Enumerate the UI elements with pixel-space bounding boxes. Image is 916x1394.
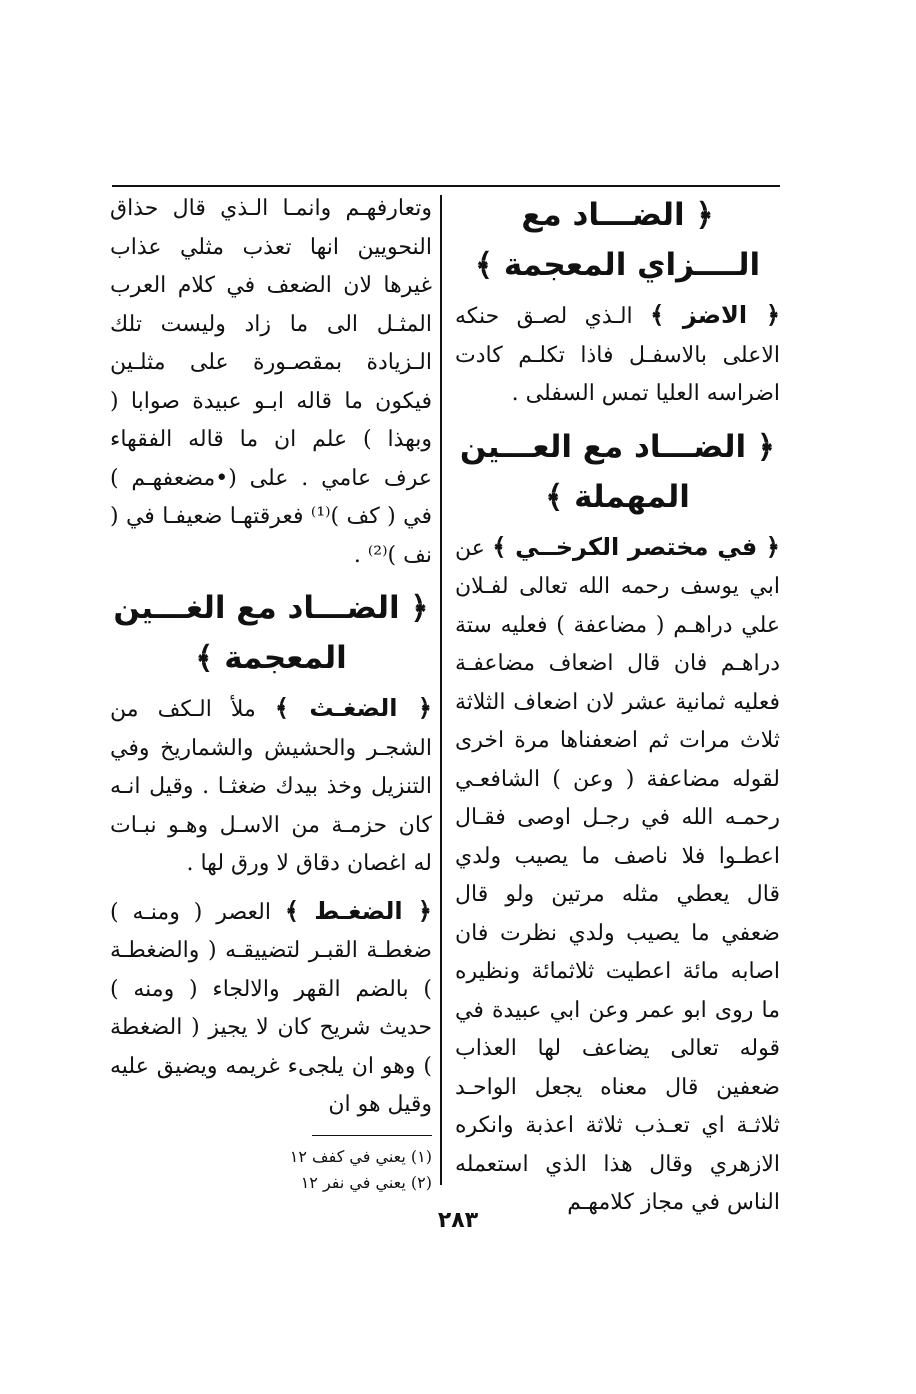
footnote-1: (١) يعني في كفف ١٢ (289, 1146, 432, 1166)
continuation-paragraph: وتعارفهـم وانمـا الـذي قال حذاق النحويين انها تعذب مثلي عذاب غيرها لان الضعف في كلام العرب المثـل الى ما زاد وليست تلك الـزيادة بمقصـورة على مثلـين فيكون ما قاله ابـو عبيدة صوابا ( وبهذا ) علم ان ما قاله الفقهاء عرف عامي . على (•مضعفهـم ) في ( كف )⁽¹⁾ فعرقتهـا ضعيفـا في ( نف )⁽²⁾ . (110, 196, 432, 568)
entry-al-adaz (455, 296, 780, 414)
footnote-2: (٢) يعني في نفر ١٢ (300, 1172, 432, 1192)
left-column (110, 190, 432, 1196)
headword-al-daghth: ﴿ الضغـث ﴾ (274, 694, 432, 722)
entry-al-adaz-text: الـذي لصـق حنكه الاعلى بالاسفـل فاذا تكلـم كادت اضراسه العليا تمس السفلى . (455, 304, 780, 406)
section-heading-dad-ayn: ﴿ الضـــاد مع العـــين المهملة ﴾ (459, 428, 776, 515)
header-rule (112, 185, 780, 187)
entry-al-daghth-text: ملأ الـكف من الشجـر والحشيش والشماريخ وفي التنزيل وخذ بيدك ضغثـا . وقيل انـه كان حزمـة من الاسـل وهـو نبـات له اغصان دقاق لا ورق لها . (110, 697, 432, 876)
headword-al-adaz: ﴿ الاضز ﴾ (650, 301, 781, 329)
section-heading-dad-ghayn: ﴿ الضـــاد مع الغـــين المعجمة ﴾ (113, 590, 429, 676)
entry-mukhtasar-karkhi (455, 528, 780, 1223)
footnote-rule (312, 1135, 432, 1136)
entry-al-daghth (110, 689, 432, 884)
entry-al-daght-text: العصر ( ومنـه ) ضغطـة القبـر لتضييقـه ( والضغطـة ) بالضم القهر والالجاء ( ومنه ) حديث شريح كان لا يجيز ( الضغطة ) وهو ان يلجىء غريمه ويضيق عليه وقيل هو ان (110, 899, 432, 1117)
entry-mukhtasar-karkhi-text: عن ابي يوسف رحمه الله تعالى لفـلان علي دراهـم ( مضاعفة ) فعليه ستة دراهـم فان قال اضعاف مضاعفـة فعليه ثمانية عشر لان اضعاف الثلاثة ثلاث مرات ثم اضعفناها مرة اخرى لقوله مضاعفة ( وعن ) الشافعـي رحمـه الله في رجـل اوصى فقـال اعطـوا فلا ناصف ما يصيب ولدي قال يعطي مثله مرتين ولو قال ضعفي ما يصيب ولدي نظرت فان اصابه مائة اعطيت ثلاثمائة ونظيره ما روى ابو عمر وعن ابي عبيدة في قوله تعالى يضاعف لها العذاب ضعفين قال معناه يجعل الواحـد ثلاثـة اي تعـذب ثلاثة اعذبة وانكره الازهري وقال هذا الذي استعمله الناس في مجاز كلامهـم (455, 535, 780, 1215)
column-divider (440, 195, 442, 1185)
section-heading-dad-zay: ﴿ الضـــاد مع الــــزاي المعجمة ﴾ (474, 197, 761, 283)
headword-al-daght: ﴿ الضغـط ﴾ (284, 896, 432, 925)
entry-al-daght (110, 892, 432, 1125)
footnotes (110, 1144, 432, 1196)
right-column (455, 190, 780, 1231)
page-number: ٢٨٣ (437, 1208, 479, 1233)
headword-mukhtasar-karkhi: ﴿ في مختصر الكرخــي ﴾ (492, 532, 780, 561)
